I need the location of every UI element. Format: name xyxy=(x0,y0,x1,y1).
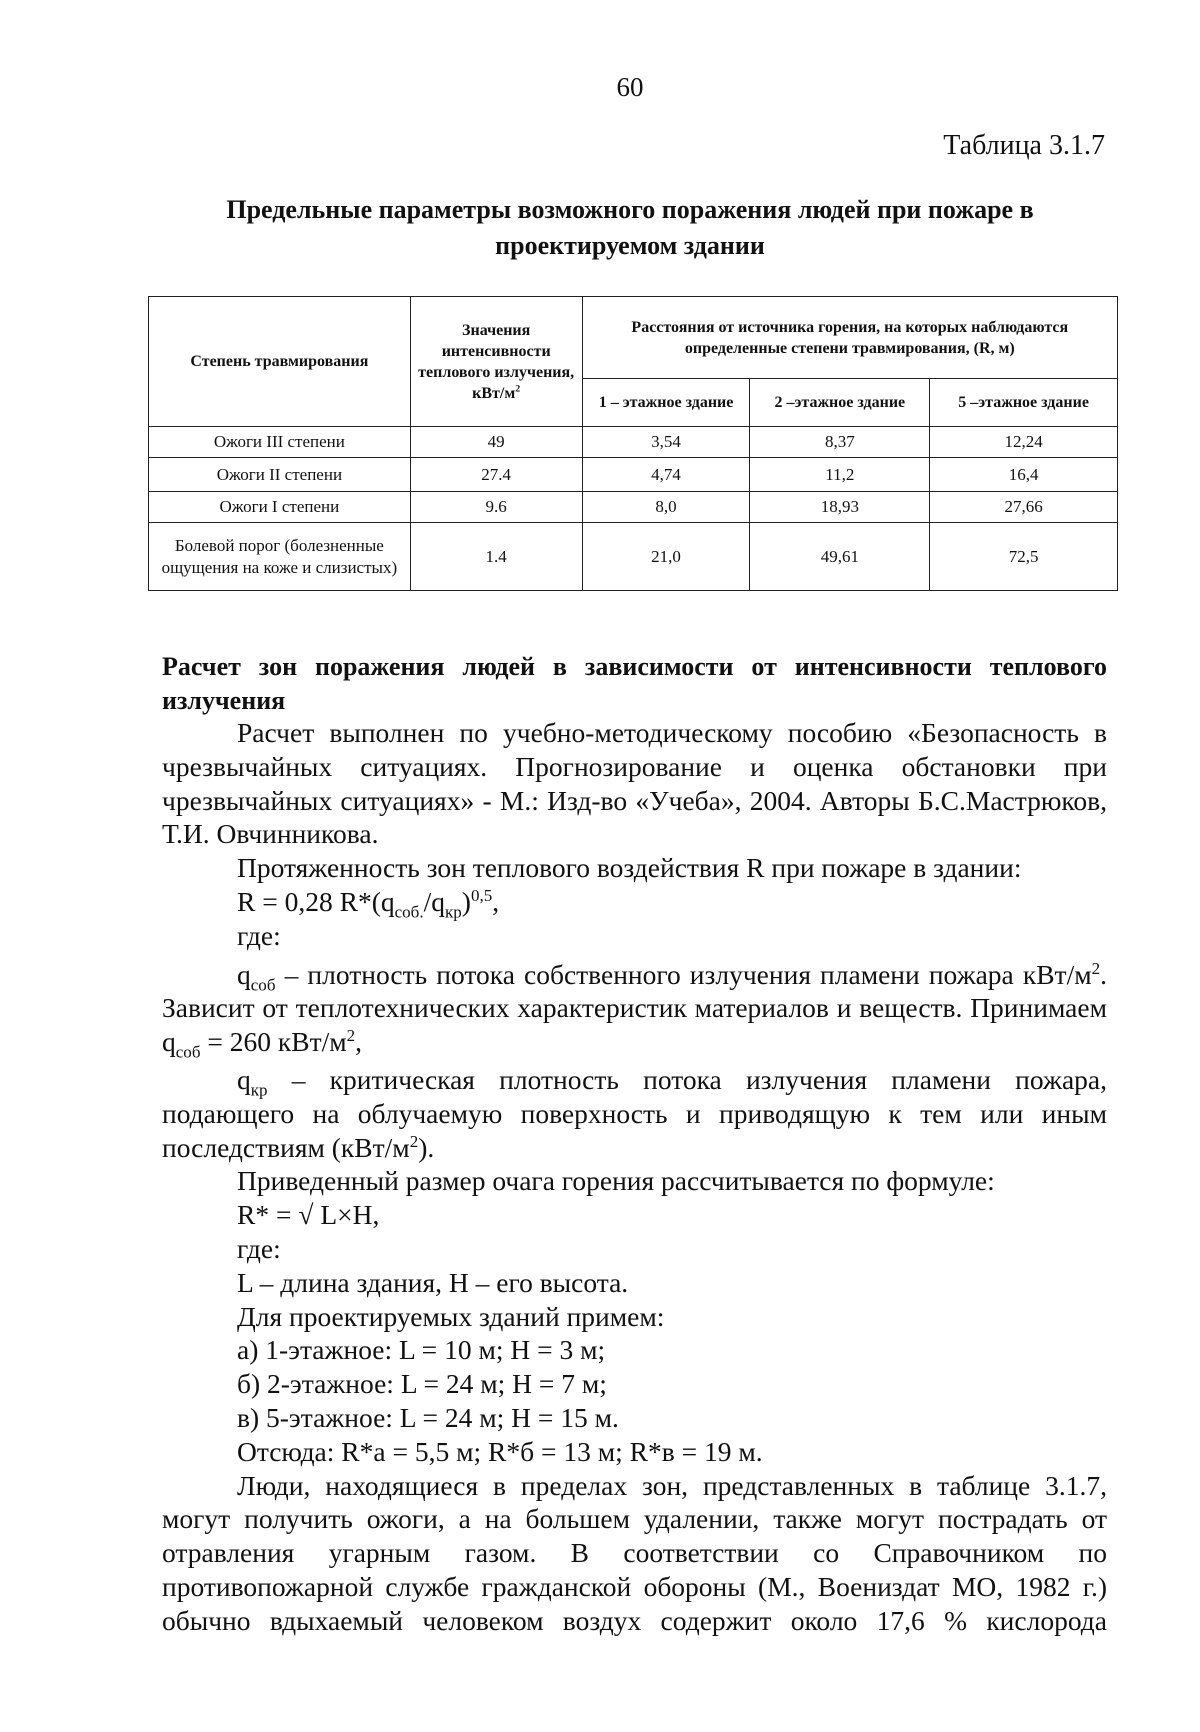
cell-d1: 21,0 xyxy=(582,523,750,591)
cell-d3: 16,4 xyxy=(930,458,1118,492)
formula-r-sub1: соб. xyxy=(394,902,424,922)
formula-r-star: R* = √ L×H, xyxy=(237,1199,380,1231)
cell-d1: 8,0 xyxy=(582,492,750,523)
header-5-floor: 5 –этажное здание xyxy=(930,379,1118,427)
cell-d3: 27,66 xyxy=(930,492,1118,523)
cell-degree: Ожоги III степени xyxy=(149,427,411,458)
cell-intensity: 9.6 xyxy=(410,492,582,523)
definition-l-h: L – длина здания, H – его высота. xyxy=(237,1266,629,1298)
page-number: 60 xyxy=(616,72,644,102)
cell-d3: 12,24 xyxy=(930,427,1118,458)
title-line-1: Предельные параметры возможного поражения людей при пожаре в xyxy=(226,195,1034,224)
body-text xyxy=(162,716,1107,1638)
formula-r-lead: R = 0,28 R*(q xyxy=(237,885,395,917)
page-title xyxy=(170,192,1090,264)
header-intensity xyxy=(410,297,582,427)
table-row xyxy=(149,458,1118,492)
paragraph-zones-intro: Протяженность зон теплового воздействия R при пожаре в здании: xyxy=(237,852,1022,884)
cell-degree: Ожоги I степени xyxy=(149,492,411,523)
qkr-sub: кр xyxy=(250,1080,268,1100)
where-label-1: где: xyxy=(237,919,281,951)
header-degree: Степень травмирования xyxy=(149,297,411,427)
qsob-sub2: соб xyxy=(175,1042,201,1062)
qkr-symbol: q xyxy=(237,1063,251,1095)
qkr-sup: 2 xyxy=(409,1131,419,1151)
cell-degree: Ожоги II степени xyxy=(149,458,411,492)
formula-r-mid: /q xyxy=(423,885,445,917)
header-distances: Расстояния от источника горения, на которых наблюдаются определенные степени травмирования, (R, м) xyxy=(582,297,1117,379)
qsob-sub: соб xyxy=(250,975,276,995)
list-item-a: а) 1-этажное: L = 10 м; H = 3 м; xyxy=(237,1334,606,1366)
qsob-text4: , xyxy=(355,1026,363,1058)
cell-degree: Болевой порог (болезненные ощущения на коже и слизистых) xyxy=(149,523,411,591)
table-row xyxy=(149,523,1118,591)
header-intensity-text: Значения интенсивности теплового излучения, кВт/м xyxy=(418,321,575,402)
title-line-2: проектируемом здании xyxy=(495,231,765,260)
list-item-b: б) 2-этажное: L = 24 м; H = 7 м; xyxy=(237,1368,607,1400)
header-2-floor: 2 –этажное здание xyxy=(750,379,930,427)
table-row xyxy=(149,427,1118,458)
table-row xyxy=(149,492,1118,523)
cell-intensity: 27.4 xyxy=(410,458,582,492)
list-item-c: в) 5-этажное: L = 24 м; H = 15 м. xyxy=(237,1401,619,1433)
cell-d2: 49,61 xyxy=(750,523,930,591)
result-line: Отсюда: R*а = 5,5 м; R*б = 13 м; R*в = 19 м. xyxy=(237,1435,763,1467)
qsob-text2: . Зависит от теплотехнических характеристик материалов и веществ. Принимаем q xyxy=(162,958,1107,1058)
paragraph-buildings: Для проектируемых зданий примем: xyxy=(237,1300,665,1332)
qkr-text2: ). xyxy=(418,1131,435,1163)
where-label-2: где: xyxy=(237,1232,281,1264)
qsob-sup: 2 xyxy=(1091,958,1101,978)
header-1-floor: 1 – этажное здание xyxy=(582,379,750,427)
formula-r-tail: , xyxy=(492,885,500,917)
definition-qkr xyxy=(162,1063,1107,1164)
qkr-text: – критическая плотность потока излучения пламени пожара, подающего на облучаемую поверхность и приводящую к тем или иным последствиям (кВт/м xyxy=(162,1063,1107,1163)
qsob-text: – плотность потока собственного излучения пламени пожара кВт/м xyxy=(275,958,1092,990)
cell-d2: 18,93 xyxy=(750,492,930,523)
cell-d1: 3,54 xyxy=(582,427,750,458)
cell-intensity: 49 xyxy=(410,427,582,458)
cell-d3: 72,5 xyxy=(930,523,1118,591)
paragraph-hearth-size: Приведенный размер очага горения рассчитывается по формуле: xyxy=(237,1165,995,1197)
paragraph-conclusion: Люди, находящиеся в пределах зон, представленных в таблице 3.1.7, могут получить ожоги, а на большем удалении, также могут пострадать от отравления угарным газом. В соответствии со Справочником по противопожарной службе гражданской обороны (М., Воениздат МО, 1982 г.) обычно вдыхаемый человеком воздух содержит около 17,6 % кислорода xyxy=(162,1469,1107,1636)
formula-r xyxy=(162,885,1107,922)
formula-r-sup: 0,5 xyxy=(470,885,493,905)
paragraph-source: Расчет выполнен по учебно-методическому пособию «Безопасность в чрезвычайных ситуациях. Прогнозирование и оценка обстановки при чрезвычайных ситуациях» - М.: Изд-во «Учеба», 2004. Авторы Б.С.Мастрюков, Т.И. Овчинникова. xyxy=(162,717,1107,850)
injury-parameters-table xyxy=(148,296,1118,591)
qsob-text3: = 260 кВт/м xyxy=(200,1026,347,1058)
header-intensity-sup: 2 xyxy=(515,383,521,395)
qsob-sup2: 2 xyxy=(346,1026,356,1046)
cell-intensity: 1.4 xyxy=(410,523,582,591)
formula-r-sub2: кр xyxy=(445,902,462,922)
cell-d1: 4,74 xyxy=(582,458,750,492)
table-label: Таблица 3.1.7 xyxy=(943,130,1105,161)
cell-d2: 8,37 xyxy=(750,427,930,458)
qsob-symbol: q xyxy=(237,958,251,990)
cell-d2: 11,2 xyxy=(750,458,930,492)
section-heading: Расчет зон поражения людей в зависимости от интенсивности теплового излучения xyxy=(162,652,1107,715)
formula-r-close: ) xyxy=(461,885,471,917)
definition-qsob xyxy=(162,958,1107,1062)
